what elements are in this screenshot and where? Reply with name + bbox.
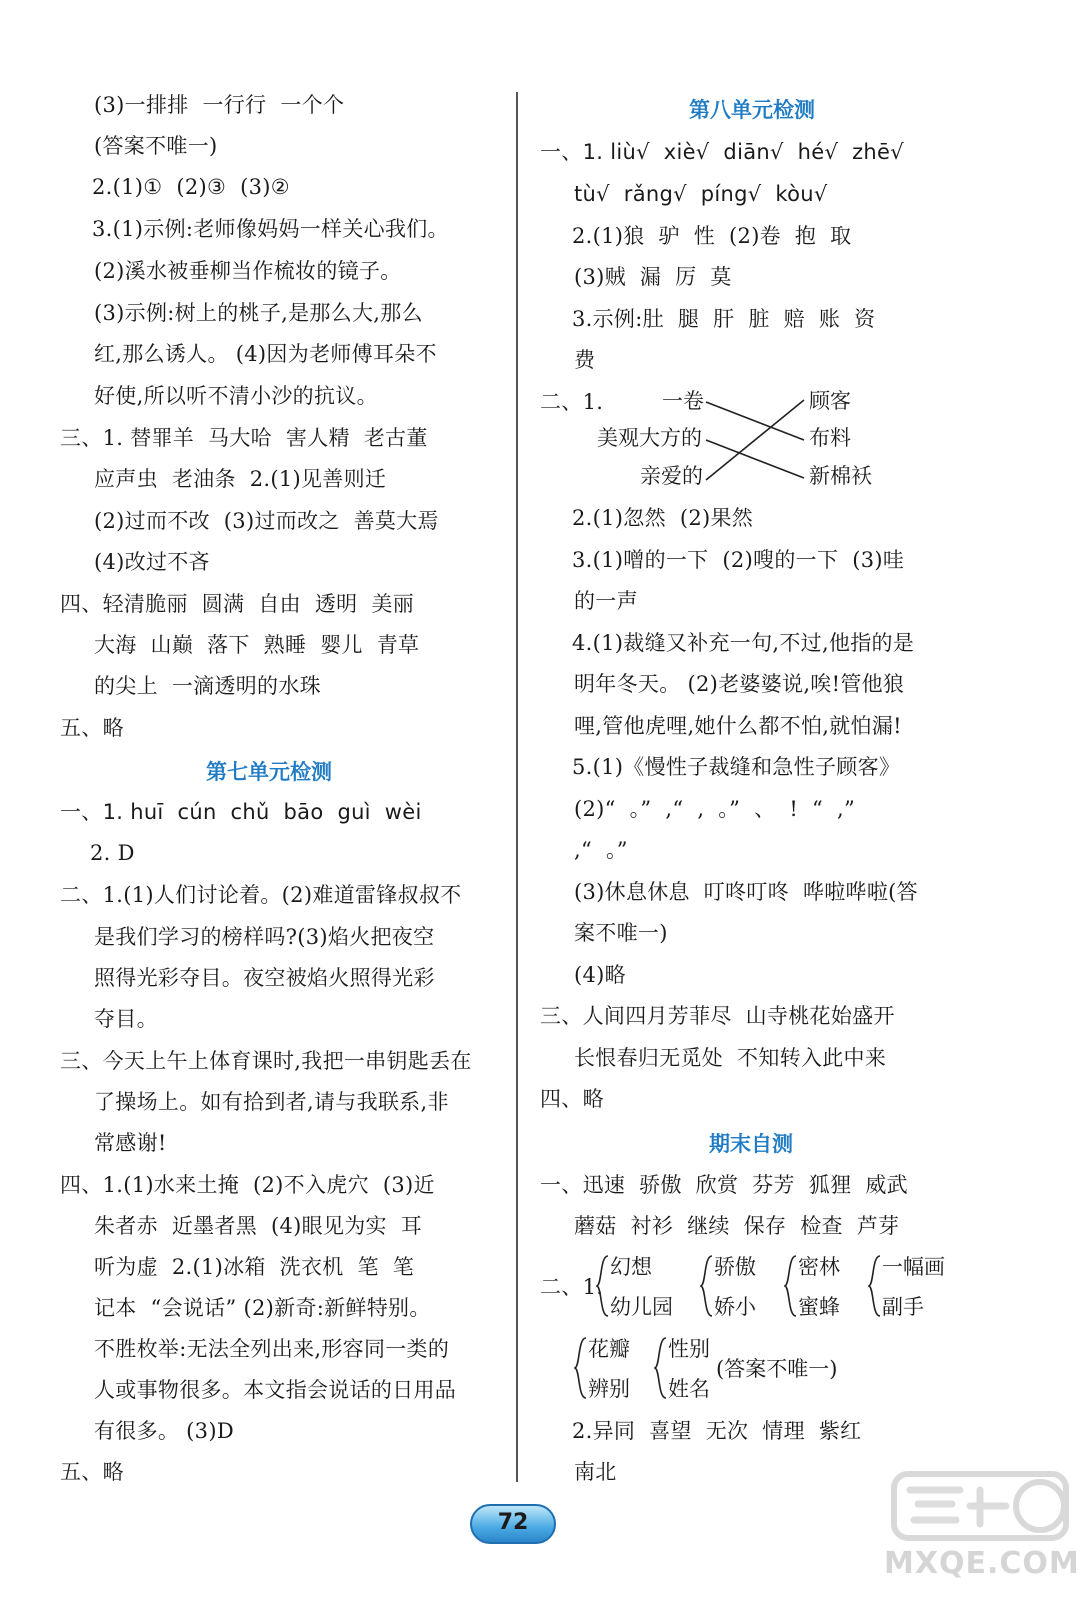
word-pair-item: 花瓣	[588, 1337, 630, 1361]
answer-line: (3)示例:树上的桃子,是那么大,那么	[94, 301, 423, 325]
answer-line: 红,那么诱人。 (4)因为老师傅耳朵不	[94, 342, 437, 366]
answer-line: (3)休息休息 叮咚叮咚 哗啦哗啦(答	[574, 880, 918, 904]
matching-lines	[700, 390, 810, 490]
answer-line: 南北	[574, 1460, 617, 1484]
word-pair-item: 密林	[798, 1255, 840, 1279]
answer-line: 2.(1)① (2)③ (3)②	[92, 175, 290, 199]
answer-line: 二、1.	[540, 1275, 604, 1299]
brace-icon	[596, 1254, 610, 1318]
answer-line: (2)过而不改 (3)过而改之 善莫大焉	[94, 509, 439, 533]
answer-line: 3.(1)噌的一下 (2)嗖的一下 (3)哇	[572, 548, 905, 572]
page-number-badge	[470, 1504, 556, 1544]
answer-note: (答案不唯一)	[716, 1357, 838, 1381]
column-divider	[516, 92, 518, 1482]
answer-line: 3.(1)示例:老师像妈妈一样关心我们。	[92, 217, 449, 241]
match-left-item: 一卷	[662, 389, 704, 413]
answer-line: 是我们学习的榜样吗?(3)焰火把夜空	[94, 925, 435, 949]
answer-line: (3)一排排 一行行 一个个	[94, 93, 345, 117]
word-pair-item: 蜜蜂	[798, 1295, 840, 1319]
answer-line: 三、1. 替罪羊 马大哈 害人精 老古董	[60, 426, 428, 450]
word-pair-item: 娇小	[714, 1295, 756, 1319]
answer-line: 费	[574, 348, 596, 372]
word-pair-item: 辨别	[588, 1377, 630, 1401]
answer-line: 蘑菇 衬衫 继续 保存 检查 芦芽	[574, 1214, 900, 1238]
answer-line: 人或事物很多。本文指会说话的日用品	[94, 1378, 457, 1402]
answer-line: 有很多。 (3)D	[94, 1419, 234, 1443]
answer-line: 三、今天上午上体育课时,我把一串钥匙丢在	[60, 1049, 472, 1073]
word-pair-item: 副手	[882, 1295, 924, 1319]
answer-line: (4)改过不吝	[94, 550, 210, 574]
match-right-item: 新棉袄	[809, 464, 872, 488]
answer-line: 哩,管他虎哩,她什么都不怕,就怕漏!	[574, 714, 902, 738]
watermark-logo-icon	[890, 1468, 1070, 1544]
word-pair-item: 一幅画	[882, 1255, 945, 1279]
answer-line: 夺目。	[94, 1007, 158, 1031]
answer-line: 2. D	[90, 841, 135, 865]
word-pair-item: 性别	[668, 1337, 710, 1361]
answer-line: 大海 山巅 落下 熟睡 婴儿 青草	[94, 633, 420, 657]
answer-line: 四、轻清脆丽 圆满 自由 透明 美丽	[60, 592, 415, 616]
answer-line: 应声虫 老油条 2.(1)见善则迁	[94, 467, 387, 491]
answer-line: 五、略	[60, 716, 124, 740]
answer-line: 听为虚 2.(1)冰箱 洗衣机 笔 笔	[94, 1255, 415, 1279]
section-title: 期末自测	[709, 1132, 793, 1156]
answer-line: 二、1.	[540, 390, 604, 414]
answer-line: (3)贼 漏 厉 莫	[574, 265, 732, 289]
answer-line: 朱者赤 近墨者黑 (4)眼见为实 耳	[94, 1214, 423, 1238]
answer-line: 不胜枚举:无法全列出来,形容同一类的	[94, 1337, 450, 1361]
brace-icon	[784, 1254, 798, 1318]
answer-line: 记本 “会说话” (2)新奇:新鲜特别。	[94, 1296, 431, 1320]
answer-line: 的尖上 一滴透明的水珠	[94, 674, 321, 698]
answer-line: 好使,所以听不清小沙的抗议。	[94, 384, 378, 408]
answer-line: (答案不唯一)	[94, 134, 218, 158]
answer-line: 2.(1)狼 驴 性 (2)卷 抱 取	[572, 224, 852, 248]
match-right-item: 布料	[809, 426, 851, 450]
match-left-item: 美观大方的	[597, 426, 702, 450]
answer-line: 一、1. liù√ xiè√ diān√ hé√ zhē√	[540, 140, 904, 164]
answer-line: 一、1. huī cún chǔ bāo guì wèi	[60, 800, 422, 824]
watermark	[884, 1468, 1080, 1588]
answer-line: 案不唯一)	[574, 921, 668, 945]
answer-line: 2.异同 喜望 无次 情理 紫红	[572, 1419, 862, 1443]
brace-icon	[654, 1336, 668, 1400]
left-column	[0, 0, 515, 1600]
answer-line: 四、1.(1)水来土掩 (2)不入虎穴 (3)近	[60, 1173, 435, 1197]
answer-line: (4)略	[574, 963, 626, 987]
answer-line: 一、迅速 骄傲 欣赏 芬芳 狐狸 威武	[540, 1173, 908, 1197]
answer-line: 三、人间四月芳菲尽 山寺桃花始盛开	[540, 1004, 895, 1028]
section-title: 第八单元检测	[689, 98, 815, 122]
answer-line: 五、略	[60, 1460, 124, 1484]
match-left-item: 亲爱的	[640, 464, 703, 488]
answer-line: 2.(1)忽然 (2)果然	[572, 506, 754, 530]
answer-line: 长恨春归无觅处 不知转入此中来	[574, 1046, 887, 1070]
match-right-item: 顾客	[809, 389, 851, 413]
answer-line: (2)“ 。” ,“ , 。” 、 ! “ ,”	[574, 797, 856, 821]
answer-line: 5.(1)《慢性子裁缝和急性子顾客》	[572, 755, 901, 779]
answer-line: 照得光彩夺目。夜空被焰火照得光彩	[94, 966, 435, 990]
answer-line: (2)溪水被垂柳当作梳妆的镜子。	[94, 259, 402, 283]
section-title: 第七单元检测	[206, 760, 332, 784]
answer-line: 四、略	[540, 1087, 604, 1111]
brace-icon	[700, 1254, 714, 1318]
answer-line: 了操场上。如有拾到者,请与我联系,非	[94, 1090, 449, 1114]
word-pair-item: 姓名	[668, 1377, 710, 1401]
word-pair-item: 幻想	[610, 1255, 652, 1279]
word-pair-item: 幼儿园	[610, 1295, 673, 1319]
answer-line: 常感谢!	[94, 1131, 167, 1155]
answer-line: 明年冬天。 (2)老婆婆说,唉!管他狼	[574, 672, 905, 696]
answer-line: 3.示例:肚 腿 肝 脏 赔 账 资	[572, 307, 876, 331]
answer-line: tù√ rǎng√ píng√ kòu√	[574, 182, 828, 206]
answer-line: ,“ 。”	[574, 838, 628, 862]
word-pair-item: 骄傲	[714, 1255, 756, 1279]
answer-line: 的一声	[574, 589, 638, 613]
brace-icon	[868, 1254, 882, 1318]
page-number: 72	[497, 1510, 529, 1535]
watermark-text: MXQE.COM	[884, 1546, 1080, 1581]
answer-line: 4.(1)裁缝又补充一句,不过,他指的是	[572, 631, 915, 655]
answer-line: 二、1.(1)人们讨论着。(2)难道雷锋叔叔不	[60, 883, 462, 907]
brace-icon	[574, 1336, 588, 1400]
